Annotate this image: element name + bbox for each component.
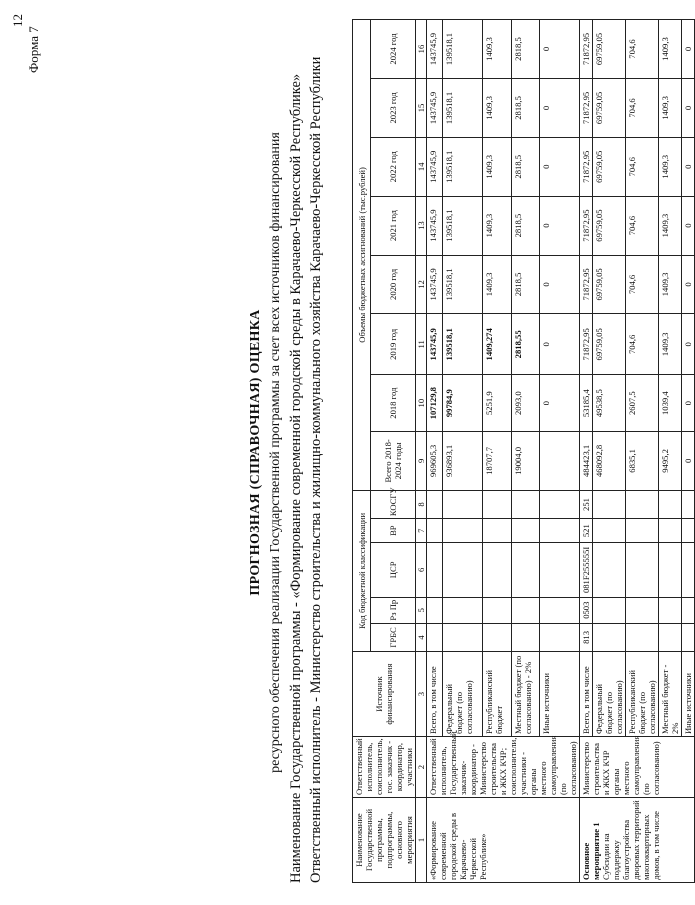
total-cell: 18707,7 [483, 431, 511, 490]
header-executor: Ответственный исполнитель, соисполнитель, гос. заказчик - координатор, участники [353, 737, 416, 798]
activity-name-cell [580, 798, 695, 883]
total-cell: 0 [682, 431, 695, 490]
header-kosgu: КОСГУ [371, 490, 416, 518]
column-number: 12 [416, 255, 427, 314]
source-cell: Всего, в том числе [580, 652, 593, 737]
value-cell: 0 [682, 79, 695, 138]
header-rzpr: Рз Пр [371, 597, 416, 623]
value-cell: 71872,95 [580, 79, 593, 138]
csr-cell: 081F255555I [580, 543, 593, 597]
document-subtitle: ресурсного обеспечения реализации Государственной программы за счет всех источников финансирования [268, 132, 283, 773]
value-cell: 71872,95 [580, 255, 593, 314]
kosgu-cell: 251 [580, 490, 593, 518]
page-number: 12 [10, 14, 25, 27]
source-cell: Иные источники [682, 652, 695, 737]
value-cell: 143745,9 [427, 137, 443, 196]
vr-cell: 521 [580, 519, 593, 543]
value-cell: 0 [682, 20, 695, 79]
value-cell: 49538,5 [593, 375, 626, 432]
value-cell: 53185,4 [580, 375, 593, 432]
total-cell [540, 431, 580, 490]
header-year: 2021 год [371, 196, 416, 255]
value-cell: 143745,9 [427, 196, 443, 255]
header-year: 2018 год [371, 375, 416, 432]
value-cell: 139518,1 [442, 137, 483, 196]
value-cell: 0 [682, 137, 695, 196]
value-cell: 1409,3 [659, 196, 682, 255]
total-cell: 484423,1 [580, 431, 593, 490]
value-cell: 0 [540, 79, 580, 138]
source-cell: Местный бюджет (по согласованию) - 2% [511, 652, 539, 737]
value-cell: 1409,3 [659, 137, 682, 196]
value-cell: 2818,5 [511, 137, 539, 196]
table-row [427, 20, 443, 883]
column-number: 16 [416, 20, 427, 79]
total-cell: 9495,2 [659, 431, 682, 490]
header-name: Наименование Государственной программы, подпрограммы, основного мероприятия [353, 798, 416, 883]
document-title: ПРОГНОЗНАЯ (СПРАВОЧНАЯ) ОЦЕНКА [248, 309, 263, 596]
column-number: 8 [416, 490, 427, 518]
executor-line: Ответственный исполнитель - Министерство строительства и жилищно-коммунального хозяйства Карачаево-Черкесской Республики [308, 56, 324, 883]
value-cell: 2818,55 [511, 314, 539, 375]
value-cell: 2093,0 [511, 375, 539, 432]
activity-description: Субсидии на поддержку благоустройства дворовых территорий многоквартирных домов, в том числе [601, 800, 661, 880]
activity-executor-cell: Министерство строительства и ЖКХ КЧР органы местного самоуправления (по согласованию) [580, 737, 695, 798]
value-cell: 69759,05 [593, 196, 626, 255]
table-row [580, 20, 593, 883]
header-grbs: ГРБС [371, 623, 416, 651]
value-cell: 1409,3 [483, 196, 511, 255]
program-name-line: Наименование Государственной программы - «Формирование современной городской среды в Карачаево-Черкесской Республике» [288, 73, 304, 883]
total-cell: 969605,3 [427, 431, 443, 490]
column-number: 5 [416, 597, 427, 623]
value-cell: 704,6 [626, 79, 659, 138]
value-cell: 143745,9 [427, 314, 443, 375]
value-cell: 1409,274 [483, 314, 511, 375]
header-source: Источник финансирования [353, 652, 416, 737]
source-cell: Республиканский бюджет [483, 652, 511, 737]
value-cell: 71872,95 [580, 314, 593, 375]
value-cell: 1409,3 [483, 20, 511, 79]
column-number: 1 [416, 798, 427, 883]
form-label: Форма 7 [26, 26, 41, 73]
value-cell: 71872,95 [580, 196, 593, 255]
column-number: 15 [416, 79, 427, 138]
column-number: 4 [416, 623, 427, 651]
value-cell: 0 [682, 196, 695, 255]
value-cell: 1409,3 [659, 255, 682, 314]
header-year: 2022 год [371, 137, 416, 196]
column-number: 7 [416, 519, 427, 543]
column-number: 9 [416, 431, 427, 490]
header-total: Всего 2018-2024 годы [371, 431, 416, 490]
value-cell: 69759,05 [593, 79, 626, 138]
source-cell: Федеральный бюджет (по согласованию) [593, 652, 626, 737]
header-year: 2020 год [371, 255, 416, 314]
column-number: 2 [416, 737, 427, 798]
total-cell: 936893,1 [442, 431, 483, 490]
value-cell: 69759,05 [593, 255, 626, 314]
value-cell: 139518,1 [442, 79, 483, 138]
header-budget-code: Код бюджетной классификации [353, 490, 371, 651]
program-executor-cell: Ответственный исполнитель, Государственный заказчик-координатор - Министерство строительства и ЖКХ КЧР; соисполнители, участники - органы местного самоуправления (по согласованию) [427, 737, 580, 798]
value-cell: 0 [540, 255, 580, 314]
value-cell: 139518,1 [442, 196, 483, 255]
column-number: 14 [416, 137, 427, 196]
value-cell: 1409,3 [659, 20, 682, 79]
header-vr: ВР [371, 519, 416, 543]
value-cell: 71872,95 [580, 137, 593, 196]
value-cell: 143745,9 [427, 255, 443, 314]
value-cell: 107129,8 [427, 375, 443, 432]
value-cell: 704,6 [626, 137, 659, 196]
column-number-row [416, 20, 427, 883]
value-cell: 0 [540, 314, 580, 375]
header-year: 2023 год [371, 79, 416, 138]
column-number: 13 [416, 196, 427, 255]
value-cell: 704,6 [626, 20, 659, 79]
value-cell: 2607,5 [626, 375, 659, 432]
column-number: 3 [416, 652, 427, 737]
value-cell: 0 [682, 375, 695, 432]
value-cell: 0 [540, 20, 580, 79]
value-cell: 143745,9 [427, 20, 443, 79]
value-cell: 69759,05 [593, 314, 626, 375]
value-cell: 1039,4 [659, 375, 682, 432]
value-cell: 0 [540, 375, 580, 432]
value-cell: 1409,3 [659, 314, 682, 375]
column-number: 6 [416, 543, 427, 597]
value-cell: 1409,3 [483, 137, 511, 196]
value-cell: 1409,3 [483, 255, 511, 314]
header-year: 2019 год [371, 314, 416, 375]
column-number: 10 [416, 375, 427, 432]
source-cell: Местный бюджет - 2% [659, 652, 682, 737]
value-cell: 1409,3 [659, 79, 682, 138]
header-budget-volumes: Объемы бюджетных ассигнований (тыс.рублей) [353, 20, 371, 491]
value-cell: 0 [540, 196, 580, 255]
value-cell: 2818,5 [511, 196, 539, 255]
activity-heading: Основное мероприятие 1 [581, 822, 601, 880]
value-cell: 0 [540, 137, 580, 196]
funding-table [352, 19, 695, 883]
total-cell: 468092,8 [593, 431, 626, 490]
value-cell: 0 [682, 255, 695, 314]
total-cell: 6835,1 [626, 431, 659, 490]
value-cell: 139518,1 [442, 20, 483, 79]
value-cell: 5251,9 [483, 375, 511, 432]
value-cell: 69759,05 [593, 20, 626, 79]
value-cell: 1409,3 [483, 79, 511, 138]
value-cell: 704,6 [626, 196, 659, 255]
value-cell: 2818,5 [511, 20, 539, 79]
value-cell: 71872,95 [580, 20, 593, 79]
value-cell: 2818,5 [511, 79, 539, 138]
source-cell: Республиканский бюджет (по согласованию) [626, 652, 659, 737]
value-cell: 99784,9 [442, 375, 483, 432]
header-csr: ЦСР [371, 543, 416, 597]
value-cell: 704,6 [626, 314, 659, 375]
grbs-cell: 813 [580, 623, 593, 651]
rzpr-cell: 0503 [580, 597, 593, 623]
source-cell: Федеральный бюджет (по согласованию) [442, 652, 483, 737]
value-cell: 143745,9 [427, 79, 443, 138]
value-cell: 2818,5 [511, 255, 539, 314]
column-number: 11 [416, 314, 427, 375]
source-cell: Всего, в том числе [427, 652, 443, 737]
total-cell: 19004,0 [511, 431, 539, 490]
value-cell: 69759,05 [593, 137, 626, 196]
value-cell: 139518,1 [442, 314, 483, 375]
source-cell: Иные источники [540, 652, 580, 737]
header-year: 2024 год [371, 20, 416, 79]
program-name-cell: «Формирование современной городской среды в Карачаево-Черкесской Республике» [427, 798, 580, 883]
value-cell: 704,6 [626, 255, 659, 314]
value-cell: 139518,1 [442, 255, 483, 314]
value-cell: 0 [682, 314, 695, 375]
